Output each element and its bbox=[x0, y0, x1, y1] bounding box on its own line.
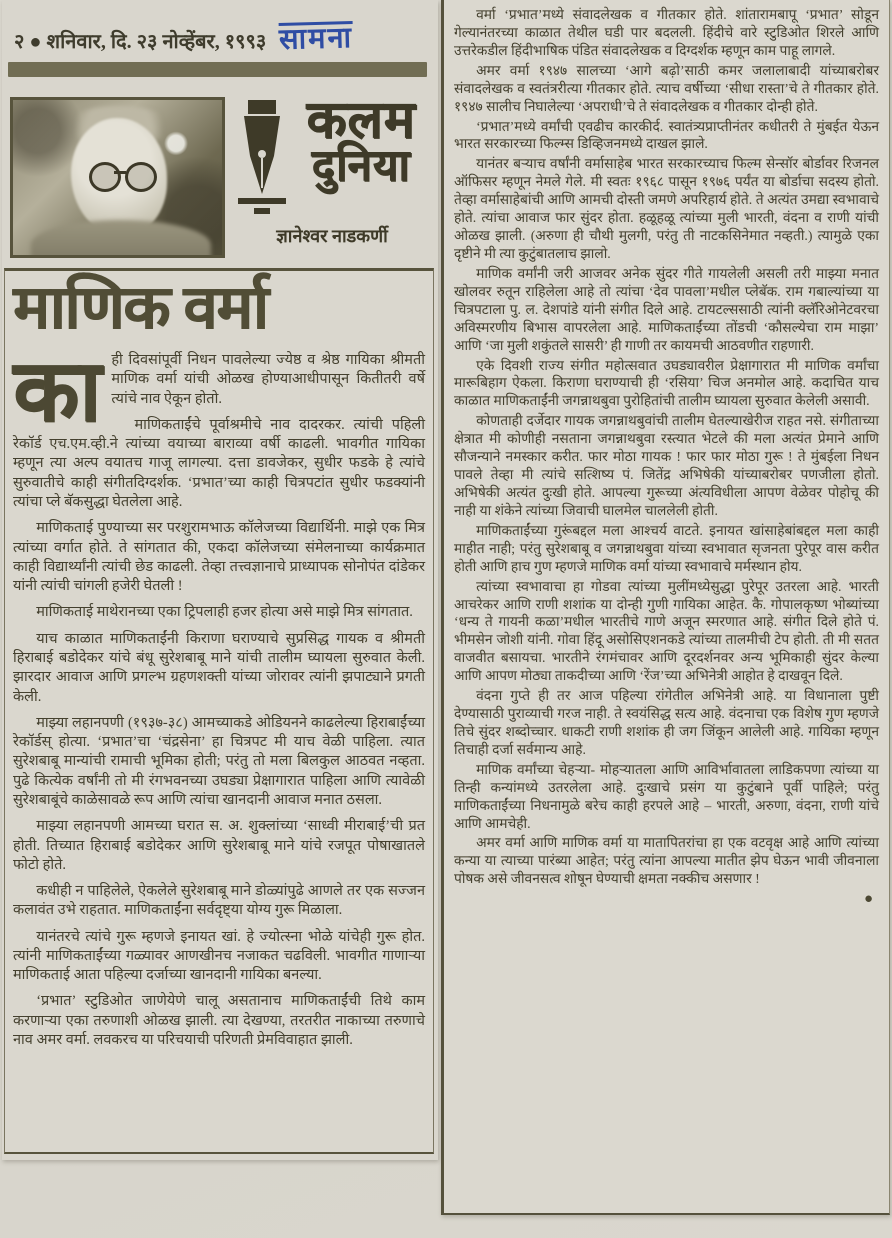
article-paragraph: माझ्या लहानपणी आमच्या घरात स. अ. शुक्लांच्या ‘साध्वी मीराबाई’ची प्रत होती. तिच्यात हिराबाई बडोदेकर आणि सुरेशबाबू माने यांचे रजपूत पोषाखातले फोटो होते. bbox=[13, 818, 425, 873]
handwritten-note: सामना bbox=[278, 22, 354, 56]
article-paragraph: एके दिवशी राज्य संगीत महोत्सवात उघड्यावरील प्रेक्षागारात मी माणिक वर्मांचा मारूबिहाग ऐकला. किराणा घराण्याची ही ‘रसिया’ चिज अनमोल आहे. कदाचित याच काळात माणिकताईंनी जगन्नाथबुवा पुरोहितांची तालीम घ्यायला सुरुवात केलेली असावी. bbox=[454, 357, 879, 409]
glasses-bridge bbox=[114, 171, 126, 174]
right-paragraph-list bbox=[454, 6, 879, 888]
article-paragraph: वंदना गुप्ते ही तर आज पहिल्या रांगेतील अभिनेत्री आहे. या विधानाला पुष्टी देण्यासाठी पुराव्याची गरज नाही. ते स्वयंसिद्ध सत्य आहे. वंदनाचा एक विशेष गुण म्हणजे तिचे सुंदर शब्दोच्चार. धाकटी राणी शशांक ही जग जिंकून आलेली आहे. गायिका म्हणून तिचाही दर्जा सर्वमान्य आहे. bbox=[454, 688, 879, 757]
article-paragraph: माणिक वर्मांनी जरी आजवर अनेक सुंदर गीते गायलेली असली तरी माझ्या मनात खोलवर रुतून राहिलेला आहे तो त्यांचा ‘देव पावला’मधील प्लेबॅक. राम गबाल्यांच्या या चित्रपटाला पु. ल. देशपांडे यांनी संगीत दिले आहे. टायटल्ससाठी त्यांनी क्लॅरिओनेटवरचा अविस्मरणीय बिभास वापरलेला आहे. माणिकताईंच्या तोंडची ‘कौसल्येचा राम माझा’ आणि ‘जा मुली शकुंतले सासरी’ ही गाणी तर कायमची आठवणीत राहणारी. bbox=[454, 265, 879, 353]
drop-cap: का bbox=[13, 343, 102, 440]
right-column-clipping bbox=[441, 0, 890, 1215]
portrait-photo bbox=[10, 97, 225, 258]
article-paragraph: माणिकताईंच्या गुरूंबद्दल मला आश्चर्य वाटते. इनायत खांसाहेबांबद्दल मला काही माहीत नाही; परंतु सुरेशबाबू व जगन्नाथबुवा यांच्या स्वभावात सृजनता पुरेपूर वास करीत होती आणि हाच गुण म्हणजे माणिक वर्मा यांच्या स्वभावाचे मर्मस्थान होय. bbox=[454, 522, 879, 574]
masthead-rule bbox=[8, 62, 427, 77]
article-paragraph: यानंतर बऱ्याच वर्षांनी वर्मासाहेब भारत सरकारच्याच फिल्म सेन्सॉर बोर्डावर रिजनल ऑफिसर म्हणून नेमले गेले. मी स्वतः १९६८ पासून १९७६ पर्यंत या बोर्डाचा सदस्य होतो. तेव्हा वर्मासाहेबांची आणि आमची दोस्ती जमणे अपरिहार्य होते. ते अत्यंत उमद्या स्वभावाचे होते. त्यांचा आवाज फार सुंदर होता. हळूहळू त्यांच्या मुली भारती, वंदना व राणी यांची ओळख झाली. (अरुणा ही चौथी मुलगी, परंतु ती नाटकसिनेमात नव्हती.) त्यामुळे एका दृष्टीने मी त्या कुटुंबातलाच झालो. bbox=[454, 156, 879, 261]
pen-nib-icon bbox=[234, 98, 290, 218]
article-paragraph: ‘प्रभात’मध्ये वर्मांची एवढीच कारकीर्द. स्वातंत्र्यप्राप्तीनंतर कधीतरी ते मुंबईत येऊन भारत सरकारच्या फिल्म्स डिव्हिजनमध्ये दाखल झाले. bbox=[454, 118, 879, 152]
article-paragraph: माणिकताई पुण्याच्या सर परशुरामभाऊ कॉलेजच्या विद्यार्थिनी. माझे एक मित्र त्यांच्या वर्गात होते. ते सांगतात की, एकदा कॉलेजच्या संमेलनाच्या कार्यक्रमात काही विद्यार्थ्यांनी त्यांची छेड काढली. तेव्हा तत्त्वज्ञानाचे प्राध्यापक सोनोपंत दांडेकर यांनी त्यांची चांगली हजेरी घेतली ! bbox=[13, 520, 425, 595]
glasses-right-lens bbox=[125, 162, 157, 192]
lead-text: ही दिवसांपूर्वी निधन पावलेल्या ज्येष्ठ व श्रेष्ठ गायिका श्रीमती माणिक वर्मा यांची ओळख होण्याआधीपासून कितीतरी वर्षे त्यांचे नाव ऐकून होतो. bbox=[111, 352, 425, 407]
article-paragraph: कोणताही दर्जेदार गायक जगन्नाथबुवांची तालीम घेतल्याखेरीज राहत नसे. संगीताच्या क्षेत्रात मी कोणीही नसताना जगन्नाथबुवा रस्त्यात भेटले की मला अत्यंत प्रेमाने आणि सौजन्याने नमस्कार करीत. फार मोठा गायक ! फार फार मोठा गुरू ! ते मुंबईला निधन पावले तेव्हा मी त्यांचे सत्शिष्य पं. जितेंद्र अभिषेकी यांच्याबरोबर पणजीला होतो. अभिषेकी अत्यंत दुःखी होते. आपल्या गुरूच्या अंत्यविधीला आपण वेळेवर पोहोचू की नाही या शंकेने त्यांच्या जिवाची घालमेल चाललेली होती. bbox=[454, 413, 879, 518]
logo-line2: दुनिया bbox=[311, 141, 411, 191]
article-paragraph: अमर वर्मा १९४७ सालच्या ‘आगे बढ़ो’साठी कमर जलालाबादी यांच्याबरोबर संवादलेखक व स्वतंत्ररीत्या गीतकार होते. त्याच वर्षीच्या ‘सीधा रास्ता’चे ते गीतकार होते. १९४७ सालीच निघालेल्या ‘अपराधी’चे ते संवादलेखक व गीतकार दोन्ही होते. bbox=[454, 62, 879, 114]
article-paragraph: यानंतरचे त्यांचे गुरू म्हणजे इनायत खां. हे ज्योत्स्ना भोळे यांचेही गुरू होत. त्यांनी माणिकताईंच्या गळ्यावर आणखीनच नजाकत चढविली. भावगीत गाणाऱ्या माणिकताई आता पहिल्या दर्जाच्या खानदानी गायिका बनल्या. bbox=[13, 928, 425, 984]
dateline-text: २ ● शनिवार, दि. २३ नोव्हेंबर, १९९३ bbox=[14, 31, 267, 53]
article-paragraph: माणिकताईंचे पूर्वाश्रमीचे नाव दादरकर. त्यांची पहिली रेकॉर्ड एच.एम.व्ही.ने त्यांच्या वयाच्या बाराव्या वर्षी काढली. भावगीत गायिका म्हणून त्या अल्प वयातच गाजू लागल्या. दत्ता डावजेकर, सुधीर फडके हे त्यांचे सुरुवातीचे काही संगीतदिग्दर्शक. ‘प्रभात’च्या काही चित्रपटांत सुधीर फडक्यांनी त्यांचा प्ले बॅकसुद्धा घेतलेला आहे. bbox=[13, 416, 425, 511]
article-left-body bbox=[13, 343, 425, 1050]
photo-shoulder bbox=[31, 220, 211, 258]
article-paragraph: वर्मा ‘प्रभात’मध्ये संवादलेखक व गीतकार होते. शांतारामबापू ‘प्रभात’ सोडून गेल्यानंतरच्या काळात तेथील घडी पार बदलली. हिंदीचे वारे स्टुडिओत शिरले आणि उत्तरेकडील हिंदीभाषिक पंडित संवादलेखक व दिग्दर्शक म्हणून काम पाहू लागले. bbox=[454, 7, 879, 58]
dateline bbox=[14, 22, 434, 54]
article-paragraph: कधीही न पाहिलेले, ऐकलेले सुरेशबाबू माने डोळ्यांपुढे आणले तर एक सज्जन कलावंत उभे राहतात. माणिकताईंना सर्वदृष्ट्या योग्य गुरू मिळाला. bbox=[13, 883, 425, 919]
article-paragraph: माणिकताई माथेरानच्या एका ट्रिपलाही हजर होत्या असे माझे मित्र सांगतात. bbox=[36, 604, 413, 621]
left-paragraph-list bbox=[13, 416, 425, 1050]
logo-text bbox=[290, 92, 432, 191]
logo-line1: कलम bbox=[306, 92, 416, 149]
end-of-article-mark: ● bbox=[863, 891, 873, 908]
article-left-column bbox=[4, 268, 434, 1154]
article-paragraph: अमर वर्मा आणि माणिक वर्मा या मातापितरांचा हा एक वटवृक्ष आहे आणि त्यांच्या कन्या या त्याच्या पारंब्या आहेत; परंतु त्यांना आपल्या मातीत झेप घेऊन भावी जीवनाला पोषक असे जीवनसत्व शोषून घेण्याची क्षमता नक्कीच असणार ! bbox=[454, 835, 879, 887]
glasses-left-lens bbox=[89, 162, 121, 192]
glasses-icon bbox=[89, 162, 155, 188]
article-paragraph: याच काळात माणिकताईंनी किराणा घराण्याचे सुप्रसिद्ध गायक व श्रीमती हिराबाई बडोदेकर यांचे बंधू सुरेशबाबू माने यांची तालीम घ्यायला सुरुवात केली. झारदार आवाज आणि प्रगल्भ ग्रहणशक्ती यांच्या जोरावर त्यांनी झपाट्याने प्रगती केली. bbox=[13, 630, 425, 705]
columnist-byline: ज्ञानेश्वर नाडकर्णी bbox=[276, 226, 388, 246]
article-headline: माणिक वर्मा bbox=[13, 275, 268, 342]
lead-paragraph bbox=[13, 343, 425, 440]
article-paragraph: ‘प्रभात’ स्टुडिओत जाणेयेणे चालू असतानाच माणिकताईंची तिथे काम करणाऱ्या एका तरुणाशी ओळख झाली. त्या देखण्या, तरतरीत नाकाच्या तरुणाचे नाव अमर वर्मा. लवकरच या परिचयाची परिणती प्रेमविवाहात झाली. bbox=[13, 993, 425, 1049]
article-paragraph: त्यांच्या स्वभावाचा हा गोडवा त्यांच्या मुलींमध्येसुद्धा पुरेपूर उतरला आहे. भारती आचरेकर आणि राणी शशांक या दोन्ही गुणी गायिका आहेत. कै. गोपालकृष्ण भोब्यांच्या ‘धन्य ते गायनी कळा’मधील भारतीचे गाणे अजून स्मरणात आहे. संगीत दिले होते पं. भीमसेन जोशी यांनी. गोवा हिंदू असोसिएशनकडे त्यांच्या तालमीची टेप होती. ती मी सतत वाजवीत बसायचा. भारतीने रंगमंचावर आणि दूरदर्शनवर अन्य भूमिकाही सुंदर केल्या आणि आपण मोठ्या ताकदीच्या आणि ‘रेंज’च्या अभिनेत्री आहोत हे दाखवून दिले. bbox=[454, 578, 879, 684]
article-paragraph: माझ्या लहानपणी (१९३७-३८) आमच्याकडे ओडियनने काढलेल्या हिराबाईंच्या रेकॉर्डस् होत्या. ‘प्रभात’चा ‘चंद्रसेना’ हा चित्रपट मी याच वेळी पाहिला. त्यात सुरेशबाबू मान्यांची रामाची भूमिका होती; परंतु तो मला बिलकुल आठवत नव्हता. पुढे कित्येक वर्षांनी तो मी रंगभवनच्या उघड्या प्रेक्षागारात पाहिला आणि त्यावेळी सुरेशबाबूंचे काळेसावळे रूप आणि त्यांचा खानदानी आवाज मनात ठसला. bbox=[13, 714, 425, 808]
article-paragraph: माणिक वर्मांच्या चेहऱ्या- मोहऱ्यातला आणि आविर्भावातला लाडिकपणा त्यांच्या या तिन्ही कन्यांमध्ये उतरलेला आहे. दुःखाचे प्रसंग या कुटुंबाने पूर्वी पाहिले; परंतु माणिकताईंच्या निधनामुळे बरेच काही हरपले आहे – भारती, अरुणा, वंदना, राणी यांचे आणि आमचेही. bbox=[454, 761, 879, 831]
left-column-clipping bbox=[2, 0, 438, 1160]
